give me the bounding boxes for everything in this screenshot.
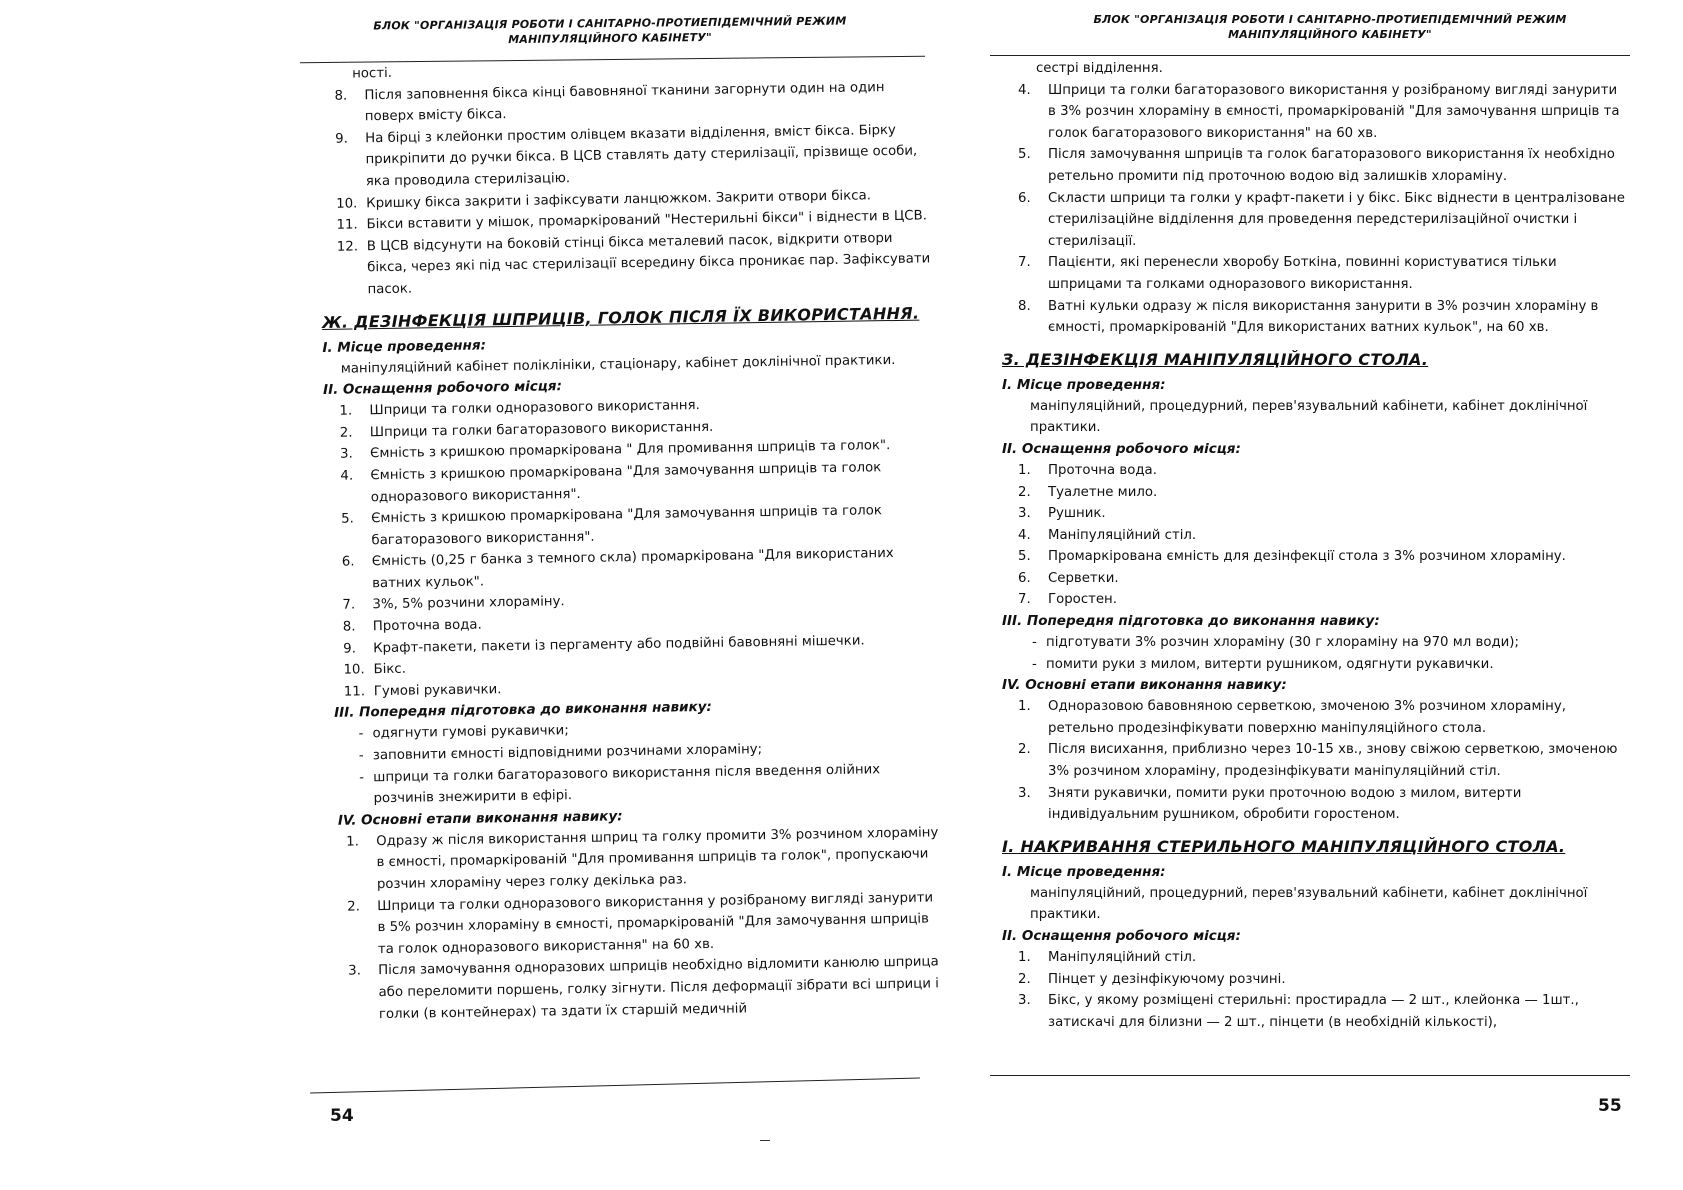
page-number: 54 bbox=[330, 1106, 354, 1126]
page-number: 55 bbox=[1598, 1096, 1622, 1116]
item-text: Одразу ж після використання шприц та голку промити 3% розчином хлораміну в ємності, промаркірованій "Для промивання шприців та голок", пропускаючи розчин хлораміну через голку декілька раз. bbox=[376, 825, 939, 893]
item-number: 4. bbox=[1018, 82, 1031, 98]
item-text: Шприци та голки одноразового використання у розібраному вигляді занурити в 5% розчин хлораміну в ємності, промаркірованій "Для замочування шприців та голок одноразового використання" на 60 хв. bbox=[377, 890, 934, 957]
item-text: Туалетне мило. bbox=[1048, 484, 1158, 500]
item-text: Після замочування одноразових шприців необхідно відломити канюлю шприца або переломити поршень, голку зігнути. Після деформації зібрати всі шприци і голки (в контейнерах) та здати їх старшій медичній bbox=[378, 954, 939, 1022]
item-text: Шприци та голки одноразового використання. bbox=[369, 398, 700, 419]
item-text: Пацієнти, які перенесли хворобу Боткіна, повинні користуватися тільки шприцами та голками одноразового використання. bbox=[1048, 255, 1557, 292]
list-item bbox=[1014, 568, 1628, 590]
list-item bbox=[1014, 188, 1628, 253]
item-number: 1. bbox=[1018, 462, 1031, 478]
right-page bbox=[990, 0, 1670, 1190]
steps-list bbox=[1002, 696, 1628, 826]
item-text: Рушник. bbox=[1048, 506, 1106, 522]
item-number: 9. bbox=[335, 131, 348, 147]
item-text: Маніпуляційний стіл. bbox=[1048, 527, 1197, 543]
place-text: маніпуляційний кабінет поліклініки, стаціонару, кабінет доклінічної практики. bbox=[340, 352, 896, 377]
item-number: 1. bbox=[1018, 699, 1031, 715]
item-number: 3. bbox=[348, 963, 362, 980]
dash-item bbox=[1016, 654, 1628, 676]
prep-list bbox=[328, 715, 941, 811]
item-number: 6. bbox=[341, 554, 355, 570]
place-text: маніпуляційний, процедурний, перев'язувальний кабінети, кабінет доклінічної практики. bbox=[1030, 398, 1588, 436]
item-number: 2. bbox=[1018, 742, 1031, 758]
item-number: 3. bbox=[1018, 506, 1031, 522]
item-number: 1. bbox=[346, 834, 360, 850]
item-text: Серветки. bbox=[1048, 570, 1119, 586]
item-text: Одноразовою бавовняною серветкою, змоченою 3% розчином хлораміну, ретельно продезінфікувати поверхню маніпуляційного стола. bbox=[1048, 699, 1566, 736]
item-number: 10. bbox=[336, 195, 358, 212]
footer-rule bbox=[310, 1078, 920, 1094]
item-number: 3. bbox=[1018, 785, 1031, 801]
place-heading: І. Місце проведення: bbox=[1002, 376, 1166, 393]
equipment-heading: ІІ. Оснащення робочого місця: bbox=[1002, 440, 1241, 457]
prep-heading: ІІІ. Попередня підготовка до виконання навику: bbox=[334, 699, 713, 722]
item-text: На бірці з клейонки простим олівцем вказати відділення, вміст бікса. Бірку прикріпити до ручки бікса. В ЦСВ ставлять дату стерилізації, прізвище особи, яка проводила стерилізацію. bbox=[365, 122, 918, 190]
list-item bbox=[333, 227, 934, 301]
dash-bullet: - bbox=[1032, 635, 1037, 651]
running-head-line2: МАНІПУЛЯЦІЙНОГО КАБІНЕТУ" bbox=[1228, 28, 1432, 41]
item-text: Бікси вставити у мішок, промаркірований "Нестерильні бікси" і віднести в ЦСВ. bbox=[366, 208, 927, 233]
list-item bbox=[1014, 739, 1628, 782]
running-head-line2: МАНІПУЛЯЦІЙНОГО КАБІНЕТУ" bbox=[508, 30, 713, 47]
equipment-list bbox=[1002, 947, 1628, 1033]
item-text: Шприци та голки багаторазового використання у розібраному вигляді занурити в 3% розчин хлораміну в ємності, промаркірованій "Для замочування шприців та голок багаторазового використання" на 60 хв. bbox=[1048, 82, 1620, 141]
item-text: Проточна вода. bbox=[372, 617, 482, 635]
list-item bbox=[344, 952, 945, 1026]
item-text: Після замочування шприців та голок багаторазового використання їх необхідно ретельно промити під проточною водою від залишків хлораміну. bbox=[1048, 147, 1615, 184]
place-heading: І. Місце проведення: bbox=[322, 336, 487, 356]
item-text: Бікс. bbox=[373, 661, 407, 678]
item-number: 5. bbox=[1018, 549, 1031, 565]
list-item bbox=[1014, 525, 1628, 547]
item-number: 5. bbox=[341, 511, 354, 527]
dash-bullet: - bbox=[358, 748, 364, 764]
item-text: Пінцет у дезінфікуючому розчині. bbox=[1048, 971, 1286, 987]
item-text: помити руки з милом, витерти рушником, одягнути рукавички. bbox=[1046, 656, 1494, 672]
place-heading: І. Місце проведення: bbox=[1002, 863, 1166, 880]
item-number: 1. bbox=[1018, 950, 1031, 965]
item-text: Шприци та голки багаторазового використання. bbox=[369, 419, 714, 440]
prep-heading: ІІІ. Попередня підготовка до виконання навику: bbox=[1002, 613, 1380, 630]
page-content bbox=[1002, 58, 1628, 1033]
scan-mark bbox=[760, 1140, 770, 1141]
list-item bbox=[342, 822, 943, 896]
item-number: 1. bbox=[339, 403, 353, 419]
footer-rule bbox=[990, 1075, 1630, 1076]
steps-list bbox=[330, 822, 945, 1026]
dash-bullet: - bbox=[359, 769, 365, 786]
item-number: 8. bbox=[342, 619, 356, 635]
item-number: 11. bbox=[343, 684, 366, 700]
list-item bbox=[1014, 80, 1628, 145]
item-number: 7. bbox=[1018, 255, 1031, 271]
item-text: заповнити ємності відповідними розчинами хлораміну; bbox=[372, 742, 763, 764]
item-text: Кришку бікса закрити і зафіксувати ланцюжком. Закрити отвори бікса. bbox=[366, 187, 872, 211]
item-number: 6. bbox=[1018, 570, 1031, 586]
item-text: Горостен. bbox=[1048, 592, 1117, 608]
list-item bbox=[1014, 144, 1628, 187]
list-item bbox=[1014, 503, 1628, 525]
equipment-heading: ІІ. Оснащення робочого місця: bbox=[322, 378, 563, 399]
item-number: 2. bbox=[1018, 971, 1031, 987]
prep-list bbox=[1002, 632, 1628, 675]
item-number: 3. bbox=[340, 446, 353, 463]
item-text: одягнути гумові рукавички; bbox=[372, 723, 569, 742]
running-head bbox=[1030, 12, 1630, 42]
item-number: 7. bbox=[342, 597, 356, 614]
item-text: Бікс, у якому розміщені стерильні: простирадла — 2 шт., клейонка — 1шт., затискачі для білизни — 2 шт., пінцети (в необхідній кількості), bbox=[1048, 993, 1579, 1030]
item-number: 2. bbox=[1018, 484, 1031, 500]
equipment-list bbox=[323, 391, 940, 703]
item-number: 4. bbox=[340, 468, 354, 484]
item-number: 10. bbox=[343, 662, 365, 678]
list-item bbox=[1014, 252, 1628, 295]
item-text: Промаркірована ємність для дезінфекції стола з 3% розчином хлораміну. bbox=[1048, 549, 1566, 565]
list-item bbox=[1014, 969, 1628, 991]
list-item bbox=[1014, 589, 1628, 611]
section-title: І. НАКРИВАННЯ СТЕРИЛЬНОГО МАНІПУЛЯЦІЙНОГО СТОЛА. bbox=[1002, 836, 1566, 856]
item-number: 8. bbox=[334, 88, 348, 104]
item-text: Зняти рукавички, помити руки проточною водою з милом, витерти індивідуальним рушником, обробити горостеном. bbox=[1048, 785, 1522, 823]
continuation-text: сестрі відділення. bbox=[1036, 61, 1163, 76]
item-text: Ватні кульки одразу ж після використання занурити в 3% розчин хлораміну в ємності, промаркірованій "Для використаних ватних кульок", на 60 хв. bbox=[1048, 298, 1599, 336]
steps-heading: IV. Основні етапи виконання навику: bbox=[337, 808, 623, 829]
continuation-text: ності. bbox=[352, 65, 393, 82]
item-number: 6. bbox=[1018, 190, 1031, 206]
item-text: Ємність (0,25 г банка з темного скла) промаркірована "Для використаних ватних кульок". bbox=[371, 546, 894, 592]
list-top bbox=[1002, 80, 1628, 339]
running-head bbox=[330, 13, 890, 49]
item-number: 2. bbox=[339, 425, 353, 441]
item-text: Маніпуляційний стіл. bbox=[1048, 950, 1197, 965]
item-text: Ємність з кришкою промаркірована " Для промивання шприців та голок". bbox=[370, 438, 891, 462]
list-item bbox=[1014, 296, 1628, 339]
place-text: маніпуляційний, процедурний, перев'язувальний кабінети, кабінет доклінічної практики. bbox=[1030, 885, 1588, 923]
item-text: Після заповнення бікса кінці бавовняної тканини загорнути один на один поверх вмісту бікса. bbox=[364, 79, 885, 125]
dash-bullet: - bbox=[358, 726, 364, 742]
list-item bbox=[1014, 783, 1628, 826]
item-number: 11. bbox=[336, 217, 358, 233]
list-top bbox=[318, 76, 933, 302]
section-title: З. ДЕЗІНФЕКЦІЯ МАНІПУЛЯЦІЙНОГО СТОЛА. bbox=[1002, 349, 1429, 369]
item-text: шприци та голки багаторазового використання після введення олійних розчинів знежирити в ефірі. bbox=[373, 761, 881, 807]
list-item bbox=[1014, 460, 1628, 482]
dash-item bbox=[1016, 632, 1628, 654]
running-head-line1: БЛОК "ОРГАНІЗАЦІЯ РОБОТИ І САНІТАРНО-ПРОТИЕПІДЕМІЧНИЙ РЕЖИМ bbox=[373, 14, 847, 33]
item-number: 5. bbox=[1018, 147, 1031, 163]
item-text: підготувати 3% розчин хлораміну (30 г хлораміну на 970 мл води); bbox=[1046, 635, 1519, 651]
equipment-heading: ІІ. Оснащення робочого місця: bbox=[1002, 928, 1241, 944]
equipment-list bbox=[1002, 460, 1628, 611]
item-number: 8. bbox=[1018, 298, 1031, 314]
section-title: Ж. ДЕЗІНФЕКЦІЯ ШПРИЦІВ, ГОЛОК ПІСЛЯ ЇХ ВИКОРИСТАННЯ. bbox=[321, 303, 920, 332]
item-number: 9. bbox=[343, 641, 356, 657]
list-item bbox=[1014, 990, 1628, 1033]
item-number: 3. bbox=[1018, 993, 1031, 1009]
item-number: 7. bbox=[1018, 592, 1031, 608]
steps-heading: IV. Основні етапи виконання навику: bbox=[1002, 677, 1287, 694]
running-head-line1: БЛОК "ОРГАНІЗАЦІЯ РОБОТИ І САНІТАРНО-ПРОТИЕПІДЕМІЧНИЙ РЕЖИМ bbox=[1093, 13, 1567, 26]
header-rule bbox=[990, 55, 1630, 56]
item-number: 12. bbox=[336, 239, 359, 255]
list-item bbox=[1014, 482, 1628, 504]
item-text: 3%, 5% розчини хлораміну. bbox=[372, 594, 565, 613]
list-item bbox=[331, 119, 932, 193]
item-text: Ємність з кришкою промаркірована "Для замочування шприців та голок багаторазового використання". bbox=[371, 503, 883, 548]
item-number: 2. bbox=[347, 899, 361, 915]
list-item bbox=[1014, 947, 1628, 969]
list-item bbox=[1014, 696, 1628, 739]
item-text: Скласти шприци та голки у крафт-пакети і у бікс. Бікс віднести в централізоване стерилізаційне відділення для проведення передстерилізаційної очистки і стерилізації. bbox=[1048, 190, 1625, 249]
dash-bullet: - bbox=[1032, 656, 1037, 672]
item-text: Гумові рукавички. bbox=[373, 682, 502, 700]
list-item bbox=[1014, 546, 1628, 568]
page-content bbox=[318, 54, 945, 1026]
item-text: Крафт-пакети, пакети із пергаменту або подвійні бавовняні мішечки. bbox=[373, 633, 865, 656]
item-text: В ЦСВ відсунути на боковій стінці бікса металевий пасок, відкрити отвори бікса, через які під час стерилізації всередину бікса проникає пар. Зафіксувати пасок. bbox=[366, 230, 931, 298]
list-item bbox=[343, 887, 944, 961]
item-text: Ємність з кришкою промаркірована "Для замочування шприців та голок одноразового використання". bbox=[370, 460, 882, 505]
item-number: 4. bbox=[1018, 527, 1031, 543]
item-text: Проточна вода. bbox=[1048, 462, 1157, 478]
item-text: Після висихання, приблизно через 10-15 хв., знову свіжою серветкою, змоченою 3% розчином хлораміну, продезінфікувати маніпуляційний стіл. bbox=[1048, 742, 1618, 780]
